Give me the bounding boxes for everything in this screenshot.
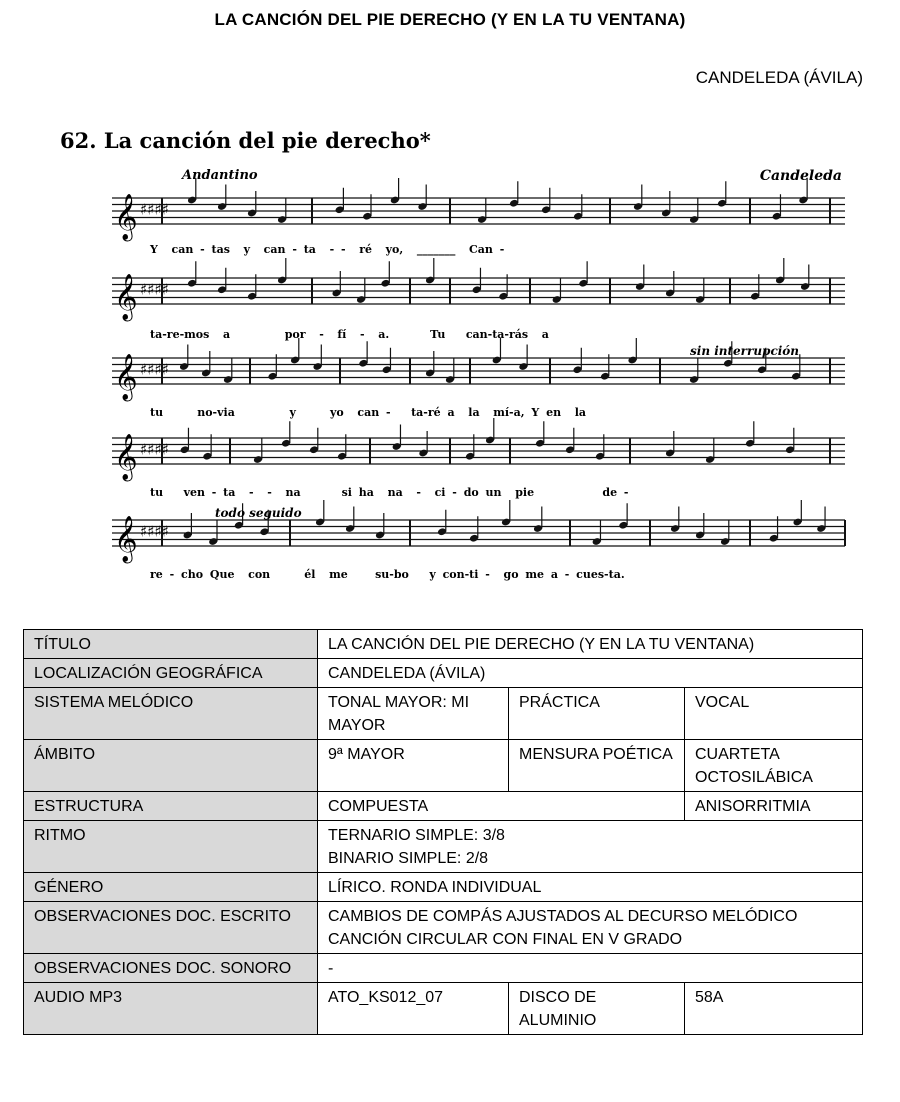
lyrics-line: ta-re-mos a por - fí - a. Tu can-ta-rás a <box>150 328 549 341</box>
score-heading: 62. La canción del pie derecho* <box>60 128 431 153</box>
table-row <box>24 873 863 902</box>
row-value-line: TERNARIO SIMPLE: 3/8 <box>328 827 505 844</box>
row-value-secondary: VOCAL <box>685 688 863 740</box>
row-value: LA CANCIÓN DEL PIE DERECHO (Y EN LA TU VENTANA) <box>318 630 863 659</box>
location-label: CANDELEDA (ÁVILA) <box>695 68 863 87</box>
row-label-secondary: DISCO DE ALUMINIO <box>509 983 685 1035</box>
treble-clef-icon: 𝄞 <box>114 354 138 400</box>
row-label: AUDIO MP3 <box>24 983 318 1035</box>
row-label: TÍTULO <box>24 630 318 659</box>
table-row <box>24 902 863 954</box>
table-row <box>24 740 863 792</box>
row-label: SISTEMA MELÓDICO <box>24 688 318 740</box>
row-value <box>318 902 863 954</box>
lyrics-line: tu ven - ta - - na si ha na - ci - do un pie de - <box>150 486 629 499</box>
table-row <box>24 954 863 983</box>
table-row <box>24 659 863 688</box>
key-signature-icon: ♯♯♯♯ <box>140 200 170 219</box>
treble-clef-icon: 𝄞 <box>114 516 138 562</box>
row-value-line: CANCIÓN CIRCULAR CON FINAL EN V GRADO <box>328 931 683 948</box>
row-value-secondary: CUARTETA OCTOSILÁBICA <box>685 740 863 792</box>
row-label: ÁMBITO <box>24 740 318 792</box>
row-value: TONAL MAYOR: MI MAYOR <box>318 688 509 740</box>
tempo-marking: Andantino <box>182 168 258 183</box>
row-label-secondary: PRÁCTICA <box>509 688 685 740</box>
key-signature-icon: ♯♯♯♯ <box>140 280 170 299</box>
row-value: ATO_KS012_07 <box>318 983 509 1035</box>
staff-lines <box>50 118 860 598</box>
row-label: ESTRUCTURA <box>24 792 318 821</box>
treble-clef-icon: 𝄞 <box>114 434 138 480</box>
treble-clef-icon: 𝄞 <box>114 194 138 240</box>
page-title: LA CANCIÓN DEL PIE DERECHO (Y EN LA TU VENTANA) <box>214 10 686 29</box>
lyrics-line: Y can - tas y can - ta - - ré yo, _______ Can - <box>150 243 505 256</box>
row-value: CANDELEDA (ÁVILA) <box>318 659 863 688</box>
table-row <box>24 792 863 821</box>
music-score <box>50 118 860 598</box>
expression-marking: todo seguido <box>215 506 302 520</box>
row-label: OBSERVACIONES DOC. ESCRITO <box>24 902 318 954</box>
row-value-secondary: 58A <box>685 983 863 1035</box>
row-value: COMPUESTA <box>318 792 685 821</box>
table-row <box>24 821 863 873</box>
key-signature-icon: ♯♯♯♯ <box>140 360 170 379</box>
treble-clef-icon: 𝄞 <box>114 274 138 320</box>
row-label: RITMO <box>24 821 318 873</box>
row-label: OBSERVACIONES DOC. SONORO <box>24 954 318 983</box>
row-label: GÉNERO <box>24 873 318 902</box>
key-signature-icon: ♯♯♯♯ <box>140 522 170 541</box>
row-value: LÍRICO. RONDA INDIVIDUAL <box>318 873 863 902</box>
row-label-secondary: MENSURA POÉTICA <box>509 740 685 792</box>
row-value-line: CAMBIOS DE COMPÁS AJUSTADOS AL DECURSO MELÓDICO <box>328 908 798 925</box>
expression-marking: sin interrupción <box>690 344 800 358</box>
row-value <box>318 821 863 873</box>
row-value: 9ª MAYOR <box>318 740 509 792</box>
lyrics-line: tu no-via y yo can - ta-ré a la mí-a, Y en la <box>150 406 587 419</box>
row-value-line: BINARIO SIMPLE: 2/8 <box>328 850 489 867</box>
row-label: LOCALIZACIÓN GEOGRÁFICA <box>24 659 318 688</box>
key-signature-icon: ♯♯♯♯ <box>140 440 170 459</box>
table-row <box>24 688 863 740</box>
row-value: - <box>318 954 863 983</box>
source-marking: Candeleda <box>759 168 842 184</box>
table-row <box>24 983 863 1035</box>
table-row <box>24 630 863 659</box>
row-value-secondary: ANISORRITMIA <box>685 792 863 821</box>
metadata-table <box>23 629 863 1035</box>
lyrics-line: re - cho Que con él me su-bo y con-ti - go me a - cues-ta. <box>150 568 625 581</box>
